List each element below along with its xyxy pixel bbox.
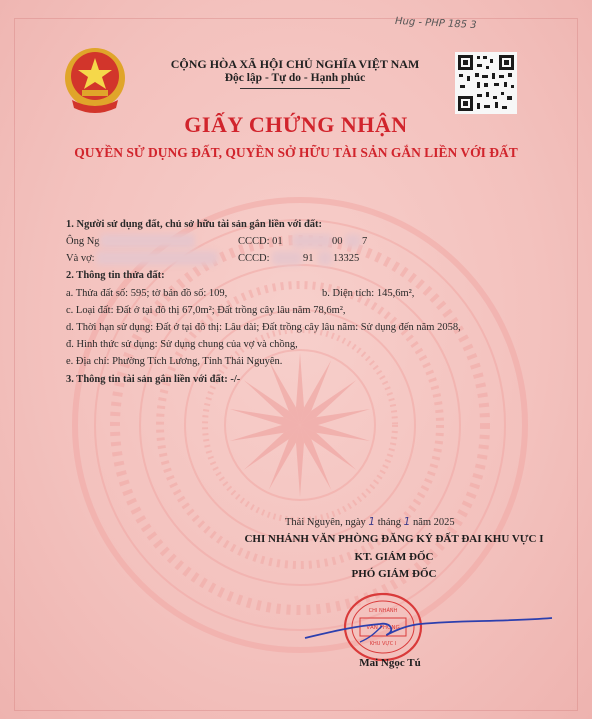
owner-name-prefix: Ông Ng	[66, 236, 100, 247]
national-motto: Độc lập - Tự do - Hạnh phúc	[224, 72, 366, 84]
section-1-heading: 1. Người sử dụng đất, chủ sở hữu tài sản gắn liền với đất:	[66, 219, 323, 230]
national-emblem-icon	[58, 42, 132, 118]
parcel-number: a. Thửa đất số: 595; tờ bản đồ số: 109,	[66, 288, 228, 299]
redacted-owner-name	[100, 234, 195, 248]
certificate-title: GIẤY CHỨNG NHẬN	[184, 112, 408, 137]
redacted-owner-cccd	[292, 234, 332, 248]
date-month: 1	[403, 516, 411, 528]
authority-deputy: PHÓ GIÁM ĐỐC	[351, 568, 437, 580]
redacted-owner-cccd-2	[345, 234, 361, 248]
certificate-subtitle: QUYỀN SỬ DỤNG ĐẤT, QUYỀN SỞ HỮU TÀI SẢN GẮN LIỀN VỚI ĐẤT	[74, 145, 518, 160]
section-2-heading: 2. Thông tin thửa đất:	[66, 270, 165, 281]
motto-underline	[240, 88, 350, 89]
parcel-area: b. Diện tích: 145,6m²,	[322, 288, 415, 299]
usage-term: d. Thời hạn sử dụng: Đất ở tại đô thị: Lâu dài; Đất trồng cây lâu năm: Sử dụng đến năm 2058,	[66, 322, 461, 333]
redacted-spouse-cccd	[272, 251, 302, 265]
parcel-address: e. Địa chỉ: Phường Tích Lương, Tỉnh Thái Nguyên.	[66, 356, 283, 367]
authority-kt: KT. GIÁM ĐỐC	[354, 551, 434, 563]
land-type: c. Loại đất: Đất ở tại đô thị 67,0m²; Đất trồng cây lâu năm 78,6m²,	[66, 305, 346, 316]
issue-date	[285, 516, 455, 528]
national-title: CỘNG HÒA XÃ HỘI CHỦ NGHĨA VIỆT NAM	[170, 57, 420, 71]
spouse-prefix: Và vợ:	[66, 253, 95, 264]
owner-cccd	[238, 236, 283, 247]
date-day: 1	[368, 516, 376, 528]
spouse-cccd-tail: 91	[303, 253, 314, 264]
handwritten-signature	[300, 612, 560, 652]
owner-cccd-end: 7	[362, 236, 368, 247]
owner-cccd-tail: 00	[332, 236, 343, 247]
date-year: năm 2025	[412, 517, 455, 528]
svg-text:CHI NHÁNH: CHI NHÁNH	[368, 608, 398, 614]
section-3-heading: 3. Thông tin tài sản gắn liền với đất: -/-	[66, 374, 241, 385]
redacted-spouse-name	[96, 251, 218, 265]
spouse-cccd-prefix: CCCD:	[238, 253, 270, 264]
date-month-label: tháng	[377, 517, 402, 528]
spouse-cccd-end: 13325	[333, 253, 360, 264]
handwritten-note: Hug - PHP 185 3	[394, 15, 477, 32]
owner-cccd-prefix: CCCD: 01	[238, 236, 283, 247]
svg-text:VĂN PHÒNG: VĂN PHÒNG	[366, 625, 400, 631]
owner-line	[66, 236, 100, 247]
svg-text:KHU VỰC I: KHU VỰC I	[369, 641, 397, 647]
issuing-office: CHI NHÁNH VĂN PHÒNG ĐĂNG KÝ ĐẤT ĐAI KHU VỰC I	[244, 533, 544, 545]
redacted-spouse-cccd-2	[318, 251, 332, 265]
date-prefix: Thái Nguyên, ngày	[285, 517, 366, 528]
qr-code-icon	[455, 52, 517, 114]
signer-name: Mai Ngọc Tú	[359, 657, 421, 669]
usage-form: đ. Hình thức sử dụng: Sử dụng chung của vợ và chồng,	[66, 339, 298, 350]
